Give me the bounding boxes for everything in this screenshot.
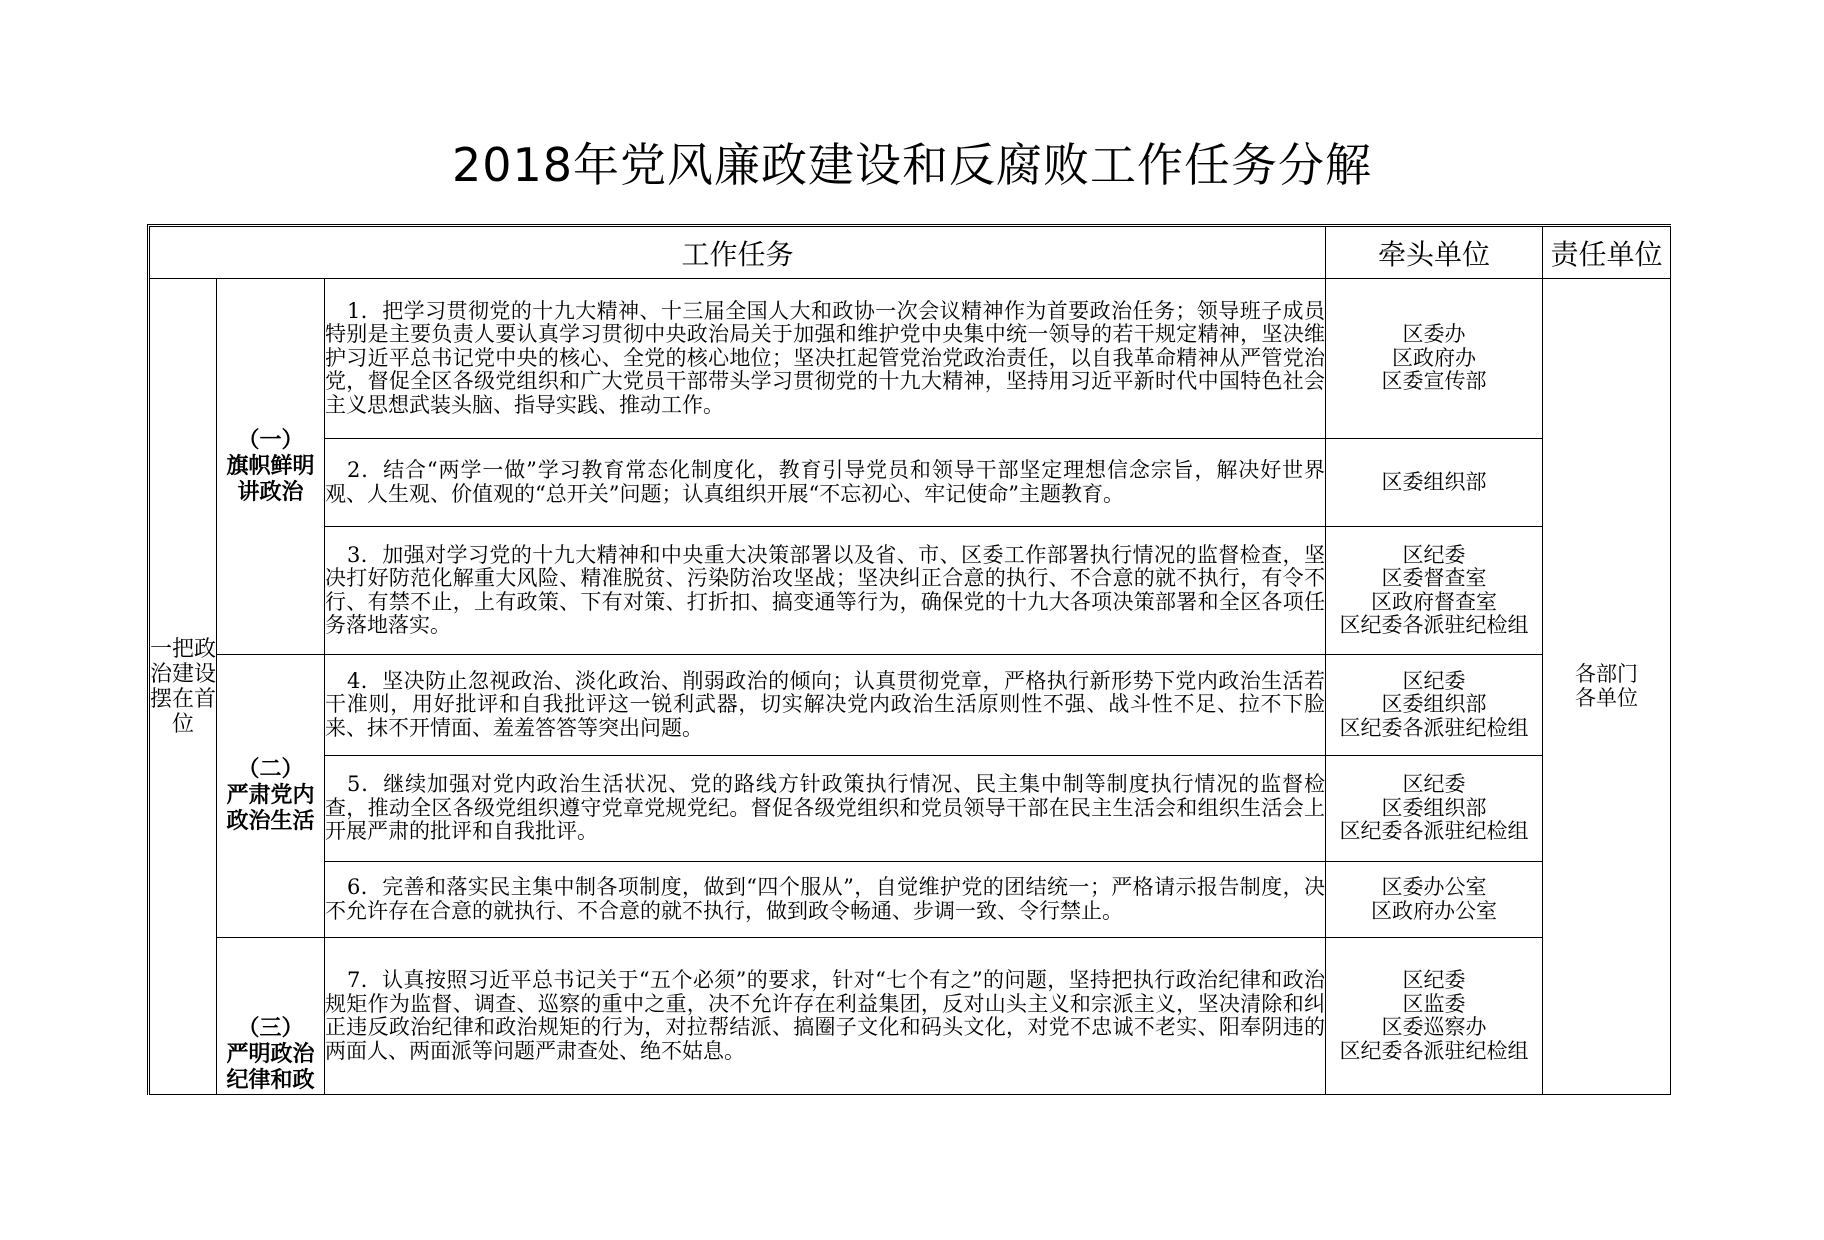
responsible-unit: 各部门 <box>1575 662 1638 686</box>
responsible-unit-cell <box>1543 279 1671 1095</box>
lead-unit: 区纪委 <box>1402 968 1466 992</box>
lead-unit: 区委组织部 <box>1381 795 1487 820</box>
header-task: 工作任务 <box>150 227 1326 279</box>
task-text: 7．认真按照习近平总书记关于“五个必须”的要求，针对“七个有之”的问题，坚持把执行政治纪律和政治规矩作为监督、调查、巡察的重中之重，决不允许存在利益集团，反对山头主义和宗派主义，坚决清除和纠正违反政治纪律和政治规矩的行为，对拉帮结派、搞圈子文化和码头文化，对党不忠诚不老实、阳奉阴违的两面人、两面派等问题严肃查处、绝不姑息。 <box>325 968 1325 1063</box>
section-label-title: 严肃党内 <box>226 783 315 808</box>
section-label-title: 讲政治 <box>237 479 304 505</box>
table-header-row <box>150 227 1671 279</box>
lead-unit: 区纪委各派驻纪检组 <box>1339 613 1529 637</box>
category-cell <box>150 279 217 1095</box>
lead-unit-cell <box>1326 527 1543 655</box>
task-text-cell <box>325 655 1326 756</box>
section-label-num: （三） <box>237 1016 304 1041</box>
section-label-num: （二） <box>237 757 304 782</box>
task-text: 3．加强对学习党的十九大精神和中央重大决策部署以及省、市、区委工作部署执行情况的监督检查，坚决打好防范化解重大风险、精准脱贫、污染防治攻坚战；坚决纠正合意的执行、不合意的就不执行，有令不行、有禁不止，上有政策、下有对策、打折扣、搞变通等行为，确保党的十九大各项决策部署和全区各项任务落地落实。 <box>325 542 1325 637</box>
section-label-title: 严明政治 <box>226 1042 315 1067</box>
lead-unit: 区监委 <box>1402 991 1466 1016</box>
section-cell-3 <box>217 938 325 1095</box>
lead-unit: 区纪委各派驻纪检组 <box>1339 819 1529 844</box>
lead-unit: 区委督查室 <box>1381 566 1487 590</box>
task-text-cell <box>325 439 1326 527</box>
section-label-title: 政治生活 <box>226 809 315 834</box>
lead-unit-cell <box>1326 439 1543 527</box>
responsible-unit: 各单位 <box>1575 685 1638 710</box>
task-text-cell <box>325 756 1326 862</box>
header-responsible-unit: 责任单位 <box>1543 227 1671 279</box>
table-row <box>150 756 1671 862</box>
lead-unit: 区纪委各派驻纪检组 <box>1339 715 1529 740</box>
header-lead-unit: 牵头单位 <box>1326 227 1543 279</box>
task-table-container <box>147 224 1668 1093</box>
task-text: 1．把学习贯彻党的十九大精神、十三届全国人大和政协一次会议精神作为首要政治任务；领导班子成员特别是主要负责人要认真学习贯彻中央政治局关于加强和维护党中央集中统一领导的若干规定精神，坚决维护习近平总书记党中央的核心、全党的核心地位；坚决扛起管党治党政治责任，以自我革命精神从严管党治党，督促全区各级党组织和广大党员干部带头学习贯彻党的十九大精神，坚持用习近平新时代中国特色社会主义思想武装头脑、指导实践、推动工作。 <box>325 298 1325 417</box>
document-title: 2018年党风廉政建设和反腐败工作任务分解 <box>451 138 1373 192</box>
task-text: 5．继续加强对党内政治生活状况、党的路线方针政策执行情况、民主集中制等制度执行情况的监督检查，推动全区各级党组织遵守党章党规党纪。督促各级党组织和党员领导干部在民主生活会和组织生活会上开展严肃的批评和自我批评。 <box>325 772 1325 844</box>
lead-unit: 区委办公室 <box>1381 875 1487 899</box>
task-text-cell <box>325 938 1326 1095</box>
lead-unit: 区政府办公室 <box>1371 898 1497 923</box>
lead-unit: 区纪委 <box>1402 542 1466 567</box>
lead-unit-cell <box>1326 938 1543 1095</box>
table-row <box>150 655 1671 756</box>
section-label-num: （一） <box>237 427 304 453</box>
section-cell-1 <box>217 279 325 655</box>
table-row <box>150 862 1671 938</box>
lead-unit-cell <box>1326 279 1543 439</box>
task-text: 2．结合“两学一做”学习教育常态化制度化，教育引导党员和领导干部坚定理想信念宗旨，解决好世界观、人生观、价值观的“总开关”问题；认真组织开展“不忘初心、牢记使命”主题教育。 <box>325 458 1325 506</box>
table-row <box>150 527 1671 655</box>
section-label-title: 纪律和政 <box>226 1068 315 1093</box>
section-label-title: 旗帜鲜明 <box>226 453 315 479</box>
lead-unit-cell <box>1326 862 1543 938</box>
table-row <box>150 938 1671 1095</box>
lead-unit: 区政府督查室 <box>1371 589 1497 614</box>
lead-unit: 区委巡察办 <box>1381 1015 1487 1039</box>
lead-unit-cell <box>1326 655 1543 756</box>
lead-unit: 区纪委 <box>1402 772 1466 797</box>
lead-unit: 区委组织部 <box>1381 692 1487 717</box>
task-text-cell <box>325 279 1326 439</box>
lead-unit: 区委组织部 <box>1381 469 1487 494</box>
task-table <box>147 224 1671 1095</box>
table-row <box>150 279 1671 439</box>
task-text-cell <box>325 862 1326 938</box>
task-text: 6．完善和落实民主集中制各项制度，做到“四个服从”，自觉维护党的团结统一；严格请示报告制度，决不允许存在合意的就执行、不合意的就不执行，做到政令畅通、步调一致、令行禁止。 <box>325 875 1325 923</box>
lead-unit-cell <box>1326 756 1543 862</box>
lead-unit: 区纪委各派驻纪检组 <box>1339 1038 1529 1063</box>
task-text: 4．坚决防止忽视政治、淡化政治、削弱政治的倾向；认真贯彻党章，严格执行新形势下党内政治生活若干准则，用好批评和自我批评这一锐利武器，切实解决党内政治生活原则性不强、战斗性不足、拉不下脸来、抹不开情面、羞羞答答等突出问题。 <box>325 668 1325 740</box>
category-label: 一把政治建设摆在首位 <box>150 636 217 737</box>
lead-unit: 区纪委 <box>1402 668 1466 693</box>
lead-unit: 区委宣传部 <box>1381 369 1487 394</box>
table-row <box>150 439 1671 527</box>
task-text-cell <box>325 527 1326 655</box>
lead-unit: 区政府办 <box>1392 345 1476 370</box>
section-cell-2 <box>217 655 325 938</box>
lead-unit: 区委办 <box>1402 322 1466 347</box>
